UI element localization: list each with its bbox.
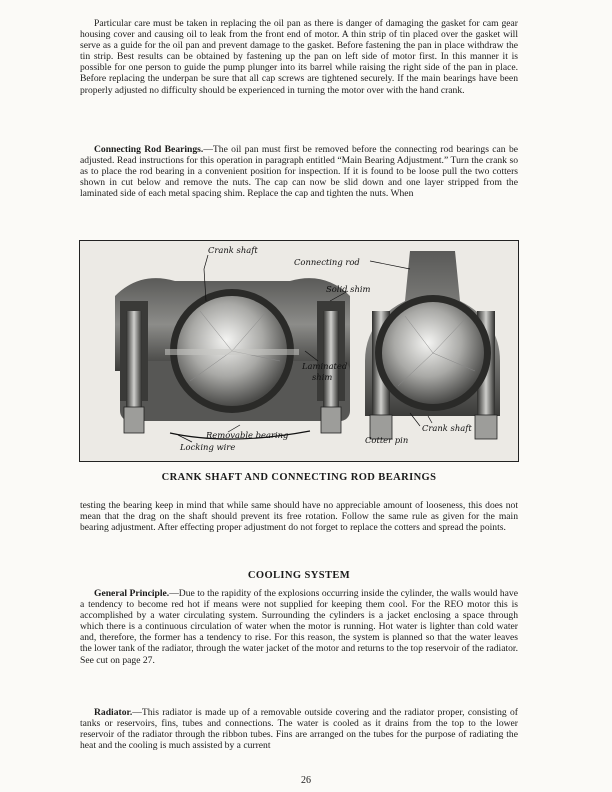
heading-connecting-rod-bearings: Connecting Rod Bearings. [94, 144, 204, 155]
label-connecting-rod: Connecting rod [294, 257, 360, 267]
paragraph-general-principle [80, 588, 518, 666]
crank-shaft-figure [79, 240, 519, 462]
bearing-illustration [80, 241, 518, 461]
label-laminated: Laminated [302, 361, 348, 371]
heading-radiator: Radiator. [94, 707, 133, 718]
page-number: 26 [301, 775, 311, 786]
label-removable-bearing: Removable bearing [206, 430, 289, 440]
paragraph-testing-bearing: testing the bearing keep in mind that while same should have no appreciable amount of looseness, this does not mean that the drag on the shaft should prevent its free rotation. Follow the same rule as given for the main bearing adjustment. After effecting proper adjustment do not forget to replace the cotters and spread the points. [80, 500, 518, 534]
figure-caption: CRANK SHAFT AND CONNECTING ROD BEARINGS [161, 472, 437, 483]
paragraph-oil-pan: Particular care must be taken in replacing the oil pan as there is danger of damaging the gasket for cam gear housing cover and causing oil to leak from the front end of motor. A thin strip of tin placed over the gasket will serve as a guide for the oil pan and prevent damage to the gasket. Before fastening the pan in place withdraw the tin strip. Best results can be obtained by fastening up the pan on left side of motor first. In this manner it is possible for one person to guide the pump plunger into its barrel while raising the right side of the pan in place. Before replacing the underpan be sure that all cap screws are tightened securely. If the main bearings have been properly adjusted no difficulty should be experienced in turning the motor over with the hand crank. [80, 18, 518, 96]
label-crank-shaft-top: Crank shaft [208, 245, 258, 255]
section-title-cooling-system: COOLING SYSTEM [247, 570, 351, 581]
label-cotter-pin: Cotter pin [365, 435, 409, 445]
paragraph-connecting-rod-bearings [80, 144, 518, 199]
label-solid-shim: Solid shim [326, 284, 371, 294]
label-crank-shaft-right: Crank shaft [422, 423, 472, 433]
paragraph-radiator [80, 707, 518, 751]
heading-general-principle: General Principle. [94, 588, 170, 599]
label-locking-wire: Locking wire [180, 442, 236, 452]
label-shim: shim [312, 372, 333, 382]
paragraph-general-principle-text: —Due to the rapidity of the explosions occurring inside the cylinder, the walls would have a tendency to become red hot if means were not supplied for keeping them cool. For the REO motor this is accomplished by a water circulating system. Surrounding the cylinders is a jacket enclosing a space through which there is a continuous circulation of water when the motor is running. Hot water is lighter than cold water and, therefore, the former has a tendency to rise. For this reason, the system is planned so that the water leaves the lower tank of the radiator, through the water jacket of the motor and returns to the top reservoir of the radiator. See cut on page 27. [80, 588, 518, 666]
paragraph-radiator-text: —This radiator is made up of a removable outside covering and the radiator proper, consisting of tanks or reservoirs, fins, tubes and connections. The water is cooled as it drains from the top to the lower reservoir of the radiator through the ribbon tubes. Fins are arranged on the tubes for the purpose of radiating the heat and the cooling is much assisted by a current [80, 707, 518, 752]
paragraph-connecting-rod-text: —The oil pan must first be removed before the connecting rod bearings can be adjusted. Read instructions for this operation in paragraph entitled “Main Bearing Adjustment.” Turn the crank so as to place the rod bearing in a convenient position for inspection. If it is found to be loose pull the two cotters shown in cut below and remove the nuts. The cap can now be slid down and one layer stripped from the laminated side of each metal spacing shim. Replace the cap and tighten the nuts. When [80, 144, 519, 200]
